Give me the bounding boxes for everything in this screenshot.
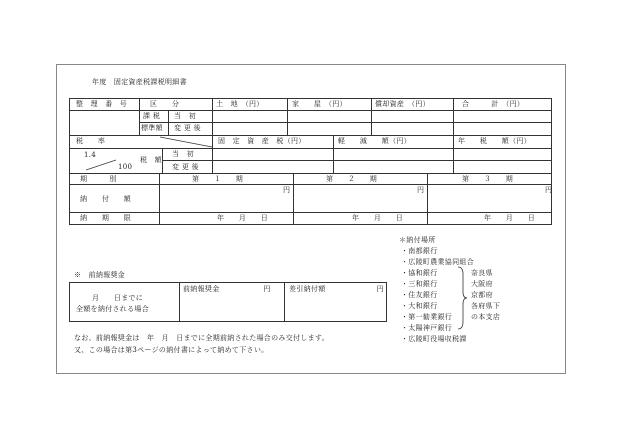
branch-1: 奈良県 <box>471 269 493 277</box>
ki-label: 期 別 <box>80 175 117 183</box>
branch-3: 京都府 <box>471 291 493 299</box>
yen-unit-2: 円 <box>417 186 425 194</box>
branch-2: 大阪府 <box>471 280 493 288</box>
keigengaku-header: 軽 減 額（円） <box>338 137 411 145</box>
zennou-title: ※ 前納報奨金 <box>74 271 126 279</box>
form-title: 年度 固定資産税課税明細書 <box>92 78 187 86</box>
tax-rate-label: 税 率 <box>76 137 106 145</box>
diagonal-line <box>160 135 212 148</box>
kaoku-header: 家 屋 （円） <box>292 100 347 108</box>
bank-2: ・広陵町農業協同組合 <box>401 258 474 266</box>
tochi-header: 土 地 （円） <box>216 100 264 108</box>
fraction-slash <box>86 158 116 172</box>
brace <box>456 266 468 330</box>
tax-rate-denominator: 100 <box>118 163 133 171</box>
ki2-header: 第 ２ 期 <box>326 175 378 183</box>
date-1: 年 月 日 <box>217 214 269 222</box>
note-line-1: なお、前納報奨金は 年 月 日までに全期前納された場合のみ交付します。 <box>74 334 329 342</box>
bank-1: ・南都銀行 <box>401 247 438 255</box>
bank-3: ・協和銀行 <box>401 269 438 277</box>
yen-unit-1: 円 <box>283 186 291 194</box>
kazei-label: 課 税 <box>143 112 161 120</box>
kotei-shisan-zei-header: 固 定 資 産 税（円） <box>218 137 306 145</box>
sashihiki-nofu: 差引納付額 円 <box>289 285 384 293</box>
zennou-cond-2: 全額を納付される場合 <box>76 305 149 313</box>
bank-7: ・第一勧業銀行 <box>401 313 453 321</box>
bank-6: ・大和銀行 <box>401 302 438 310</box>
henkougo-label: 変 更 後 <box>174 124 201 132</box>
shokyaku-header: 償却資産 （円） <box>375 100 430 108</box>
bank-9: ・広陵町役場収税課 <box>401 335 467 343</box>
nenzeigaku-header: 年 税 額（円） <box>458 137 531 145</box>
bank-4: ・三和銀行 <box>401 280 438 288</box>
gokei-header: 合 計 （円） <box>462 100 525 108</box>
payment-places-title: ＊納付場所 <box>399 236 436 244</box>
bank-5: ・住友銀行 <box>401 291 438 299</box>
toushou-label-2: 当 初 <box>172 150 194 158</box>
henkougo-label-2: 変 更 後 <box>172 163 199 171</box>
date-2: 年 月 日 <box>352 214 404 222</box>
zennou-hoshokin: 前納報奨金 円 <box>183 285 271 293</box>
kubun-header: 区 分 <box>150 100 180 108</box>
ki1-header: 第 １ 期 <box>192 175 244 183</box>
branch-4: 各府県下 <box>471 302 501 310</box>
date-3: 年 月 日 <box>484 214 536 222</box>
zennou-cond-1: 月 日までに <box>92 294 144 302</box>
ki3-header: 第 ３ 期 <box>462 175 514 183</box>
yen-unit-3: 円 <box>545 186 553 194</box>
toushou-label: 当 初 <box>174 112 196 120</box>
nofu-gaku-label: 納 付 額 <box>80 195 132 203</box>
bank-8: ・太陽神戸銀行 <box>401 324 453 332</box>
hyojungaku-label: 標準額 <box>141 124 163 132</box>
seiri-bango-header: 整 理 番 号 <box>76 100 128 108</box>
branch-5: の本支店 <box>471 313 501 321</box>
tax-rate-value: 1.4 <box>84 151 97 159</box>
nouki-gen-label: 納 期 限 <box>80 214 132 222</box>
note-line-2: 又、この場合は第3ページの納付書によって納めて下さい。 <box>74 346 269 354</box>
tax-amount-label: 税 額 <box>140 156 162 164</box>
